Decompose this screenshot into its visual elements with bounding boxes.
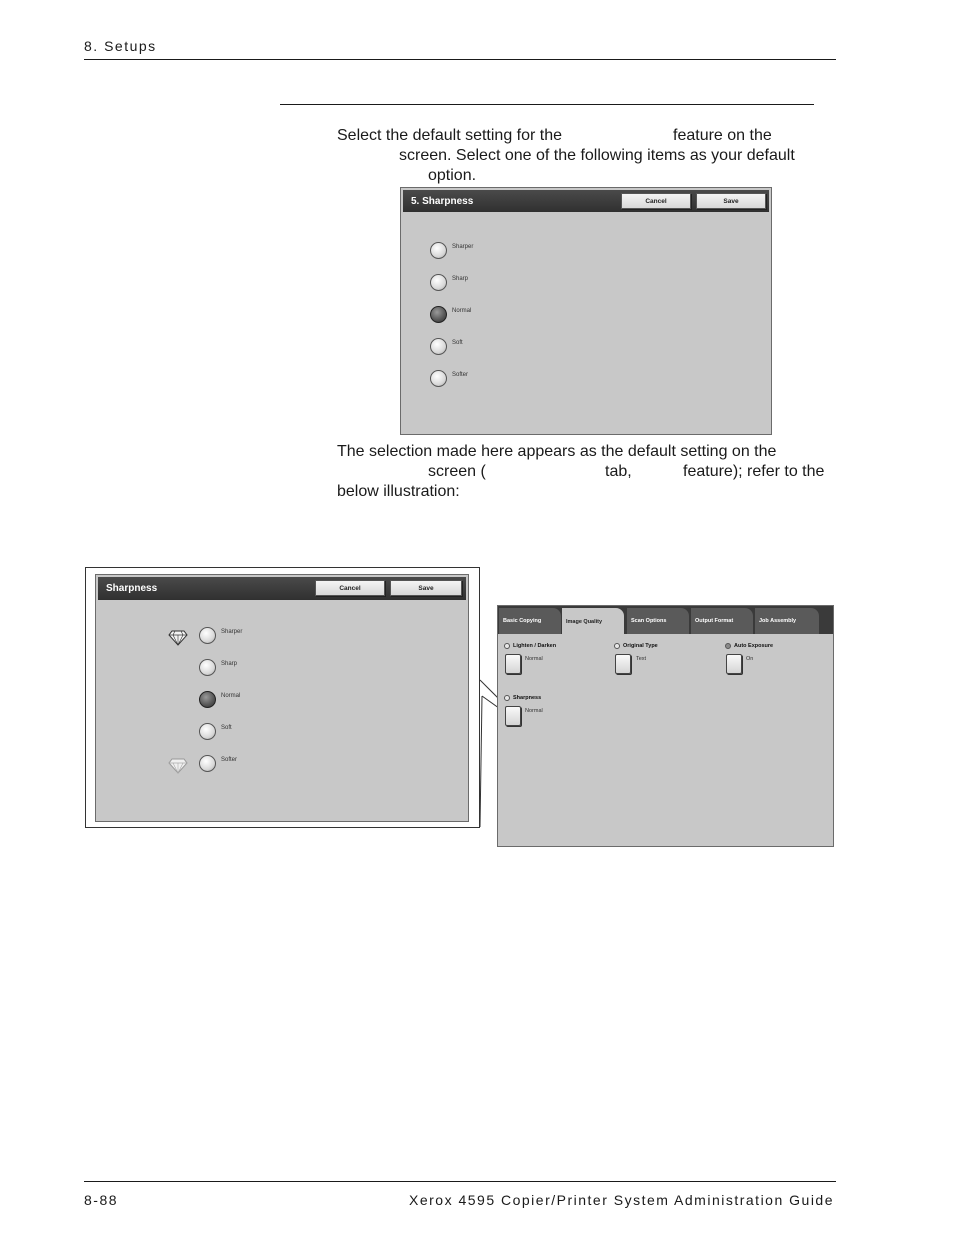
sharpness-popup-screen [95,574,469,822]
after-line2a: screen ( [428,463,486,480]
tab-output-format[interactable]: Output Format [691,608,753,634]
sharpness-indicator [504,695,510,701]
intro-line2: screen. Select one of the following items as your default [399,147,795,164]
tab-image-quality[interactable]: Image Quality [562,608,624,635]
radio-soft[interactable] [430,338,447,355]
sharpness-setup-screen [400,187,772,435]
dialog-title: 5. Sharpness [411,195,474,207]
after-line3: below illustration: [337,483,460,500]
lighten-darken-value: Normal [525,656,543,662]
auto-exposure-button[interactable] [726,654,742,674]
after-line2b: tab, [605,463,632,480]
radio-label-soft: Soft [452,340,463,346]
radio-label-sharper: Sharper [452,244,474,250]
auto-exposure-indicator [725,643,731,649]
tab-job-assembly[interactable]: Job Assembly [755,608,819,634]
original-type-indicator [614,643,620,649]
popup-radio-softer[interactable] [199,755,216,772]
sharpness-value: Normal [525,708,543,714]
auto-exposure-title: Auto Exposure [734,643,774,649]
cancel-button[interactable]: Cancel [621,193,691,209]
popup-radio-soft[interactable] [199,723,216,740]
popup-radio-sharper[interactable] [199,627,216,644]
document-title: Xerox 4595 Copier/Printer System Administration Guide [409,1192,834,1208]
sharpness-button[interactable] [505,706,521,726]
radio-sharper[interactable] [430,242,447,259]
popup-save-button[interactable]: Save [390,580,462,596]
popup-radio-label-soft: Soft [221,725,232,731]
tab-basic-copying[interactable]: Basic Copying [499,608,561,634]
sharpness-title: Sharpness [513,695,542,701]
header-rule [84,59,836,60]
radio-label-normal: Normal [452,308,472,314]
popup-radio-label-normal: Normal [221,693,241,699]
popup-radio-label-softer: Softer [221,757,238,763]
lighten-darken-title: Lighten / Darken [513,643,557,649]
intro-line1a: Select the default setting for the [337,127,563,144]
popup-cancel-button[interactable]: Cancel [315,580,385,596]
page-number: 8-88 [84,1192,119,1208]
copy-screen [497,605,834,847]
radio-sharp[interactable] [430,274,447,291]
footer-rule [84,1181,836,1182]
popup-radio-label-sharper: Sharper [221,629,243,635]
sharp-diamond-icon [168,627,188,647]
original-type-value: Text [636,656,647,662]
save-button[interactable]: Save [696,193,766,209]
soft-diamond-icon [168,755,188,775]
original-type-title: Original Type [623,643,658,649]
popup-radio-normal[interactable] [199,691,216,708]
lighten-darken-button[interactable] [505,654,521,674]
radio-label-sharp: Sharp [452,276,469,282]
original-type-button[interactable] [615,654,631,674]
popup-radio-label-sharp: Sharp [221,661,238,667]
popup-radio-sharp[interactable] [199,659,216,676]
after-line1: The selection made here appears as the default setting on the [337,443,777,460]
after-line2c: feature); refer to the [683,463,825,480]
lighten-darken-indicator [504,643,510,649]
radio-label-softer: Softer [452,372,469,378]
radio-softer[interactable] [430,370,447,387]
intro-line1b: feature on the [673,127,772,144]
popup-title: Sharpness [106,583,158,594]
section-header: 8. Setups [84,38,157,54]
auto-exposure-value: On [746,656,754,662]
intro-line3: option. [428,167,477,184]
tab-scan-options[interactable]: Scan Options [627,608,689,634]
radio-normal[interactable] [430,306,447,323]
section-rule [280,104,814,105]
